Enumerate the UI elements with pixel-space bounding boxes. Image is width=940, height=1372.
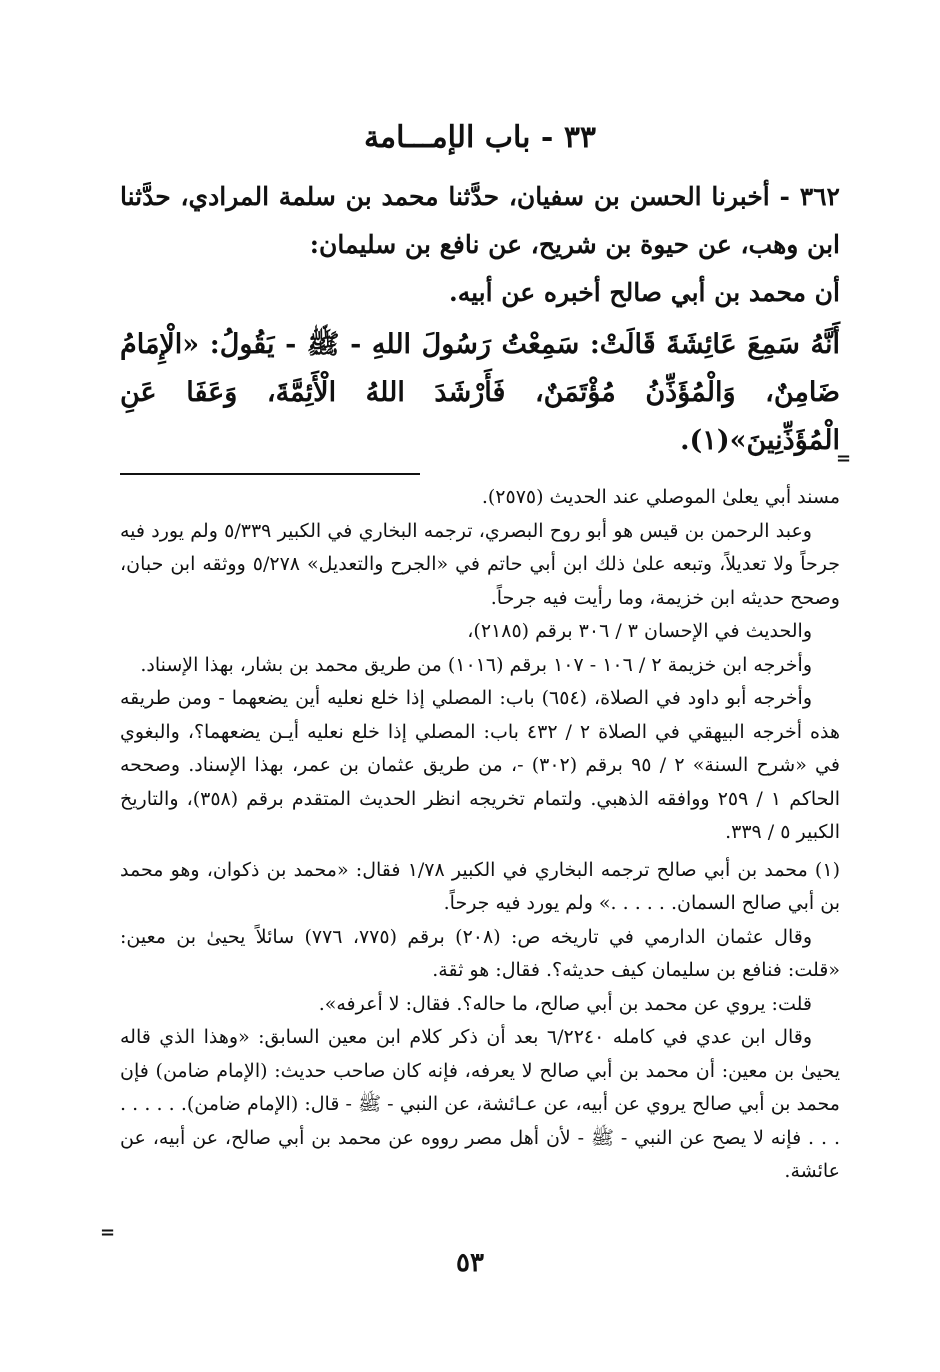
continuation-mark-bottom: = (100, 1222, 116, 1243)
footnote-paragraph: وأخرجه أبو داود في الصلاة، (٦٥٤) باب: المصلي إذا خلع نعليه أين يضعهما - ومن طريقه هذه أخرجه البيهقي في الصلاة ٢ / ٤٣٢ باب: المصلي إذا خلع نعليه أيـن يضعهما؟، والبغوي في «شرح السنة» ٢ / ٩٥ برقم (٣٠٢) -، من طريق عثمان بن عمر، بهذا الإسناد. وصححه الحاكم ١ / ٢٥٩ ووافقه الذهبي. ولتمام تخريجه انظر الحديث المتقدم برقم (٣٥٨)، والتاريخ الكبير ٥ / ٣٣٩. (120, 687, 841, 843)
footnote-paragraph: مسند أبي يعلىٰ الموصلي عند الحديث (٢٥٧٥). (481, 486, 840, 508)
page-content (120, 120, 840, 1189)
footnotes (120, 481, 840, 1189)
hadith-matn: أَنَّهُ سَمِعَ عَائِشَةَ قَالَتْ: سَمِعْتُ رَسُولَ اللهِ - ﷺ - يَقُولُ: «الْإِمَامُ ضَامِنٌ، وَالْمُؤَذِّنُ مُؤْتَمَنٌ، فَأَرْشَدَ اللهُ الْأَئِمَّةَ، وَعَفَا عَنِ الْمُؤَذِّنِينَ»(١). (120, 329, 840, 456)
footnote-paragraph: وعبد الرحمن بن قيس هو أبو روح البصري، ترجمه البخاري في الكبير ٥/٣٣٩ ولم يورد فيه جرحاً ولا تعديلاً، وتبعه علىٰ ذلك ابن أبي حاتم في «الجرح والتعديل» ٥/٢٧٨ ووثقه ابن حبان، وصحح حديثه ابن خزيمة، وما رأيت فيه جرحاً. (120, 519, 840, 609)
isnad-line-2: أن محمد بن أبي صالح أخبره عن أبيه. (448, 278, 840, 307)
main-text (120, 173, 840, 317)
page-number: ٥٣ (456, 1248, 484, 1278)
chapter-title: ٣٣ - باب الإمـــامة (363, 120, 597, 155)
footnote-paragraph: والحديث في الإحسان ٣ / ٣٠٦ برقم (٢١٨٥)، (467, 620, 812, 642)
isnad-line-1: ٣٦٢ - أخبرنا الحسن بن سفيان، حدَّثنا محمد بن سلمة المرادي، حدَّثنا ابن وهب، عن حيوة بن شريح، عن نافع بن سليمان: (120, 182, 840, 259)
footnote-paragraph: وقال ابن عدي في كامله ٦/٢٢٤٠ بعد أن ذكر كلام ابن معين السابق: «وهذا الذي قاله يحيىٰ بن معين: أن محمد بن أبي صالح لا يعرفه، فإنه كان صاحب حديث: (الإمام ضامن) فإن محمد بن أبي صالح يروي عن أبيه، عن عـائشة، عن النبي - ﷺ - قال: (الإمام ضامن). . . . . . . . . فإنه لا يصح عن النبي - ﷺ - لأن أهل مصر رووه عن محمد بن أبي صالح، عن أبيه، عن عائشة. (120, 1026, 840, 1182)
footnote-paragraph: وأخرجه ابن خزيمة ٢ / ١٠٦ - ١٠٧ برقم (١٠١٦) من طريق محمد بن بشار، بهذا الإسناد. (140, 653, 812, 676)
continuation-mark-top: = (836, 448, 852, 469)
footnote-paragraph: قلت: يروي عن محمد بن أبي صالح، ما حاله؟. فقال: لا أعرفه». (318, 992, 812, 1015)
footnote-paragraph: وقال عثمان الدارمي في تاريخه ص: (٢٠٨) برقم (٧٧٥، ٧٧٦) سائلاً يحيىٰ بن معين: «قلت: فنافع بن سليمان كيف حديثه؟. فقال: هو ثقة. (120, 925, 840, 981)
footnote-separator (120, 473, 420, 475)
footnote-1: (١) محمد بن أبي صالح ترجمه البخاري في الكبير ١/٧٨ فقال: «محمد بن ذكوان، وهو محمد بن أبي صالح السمان. . . . . .» ولم يورد فيه جرحاً. (120, 858, 840, 914)
